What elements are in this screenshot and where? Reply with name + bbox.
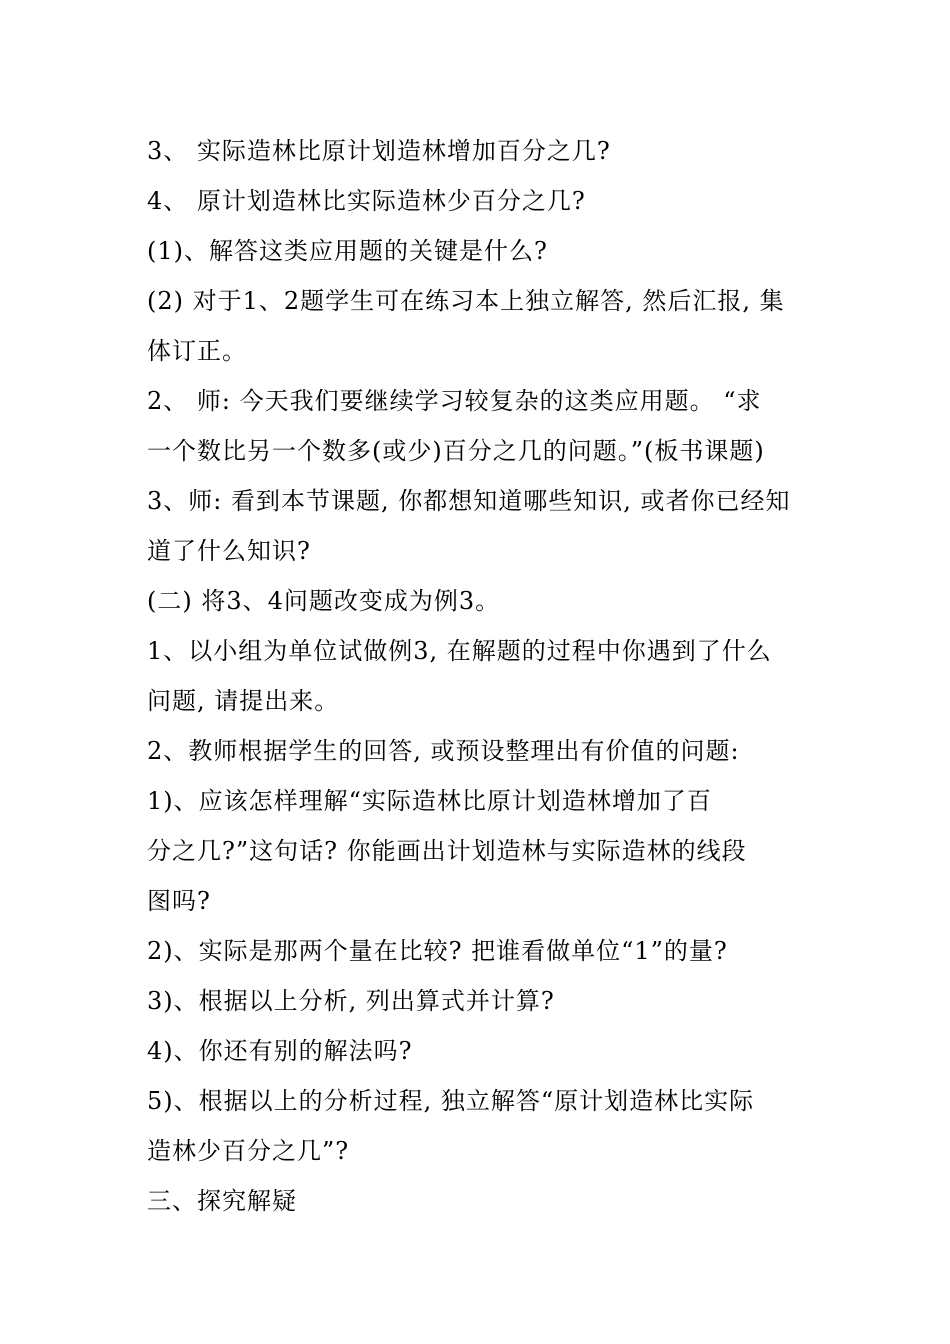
text-line: 问题, 请提出来。 xyxy=(147,687,340,715)
text-line: 2)、实际是那两个量在比较? 把谁看做单位“1”的量? xyxy=(147,937,728,965)
text-line: 4)、你还有别的解法吗? xyxy=(147,1037,413,1065)
text-line: 道了什么知识? xyxy=(147,537,311,565)
text-line: (1)、解答这类应用题的关键是什么? xyxy=(147,237,548,265)
text-line: 3)、根据以上分析, 列出算式并计算? xyxy=(147,987,555,1015)
text-line: 图吗? xyxy=(147,887,211,915)
text-line: 3、 实际造林比原计划造林增加百分之几? xyxy=(147,137,611,165)
text-line: 1)、应该怎样理解“实际造林比原计划造林增加了百 xyxy=(147,787,712,815)
section-heading: 三、探究解疑 xyxy=(147,1187,297,1215)
text-line: 1、以小组为单位试做例3, 在解题的过程中你遇到了什么 xyxy=(147,637,772,665)
text-line: 分之几?”这句话? 你能画出计划造林与实际造林的线段 xyxy=(147,837,747,865)
text-line: 2、 师: 今天我们要继续学习较复杂的这类应用题。 “求 xyxy=(147,387,762,415)
text-line: 体订正。 xyxy=(147,337,247,365)
text-line: 5)、根据以上的分析过程, 独立解答“原计划造林比实际 xyxy=(147,1087,755,1115)
text-line: (二) 将3、4问题改变成为例3。 xyxy=(147,587,501,615)
text-line: (2) 对于1、2题学生可在练习本上独立解答, 然后汇报, 集 xyxy=(147,287,785,315)
text-line: 一个数比另一个数多(或少)百分之几的问题。”(板书课题) xyxy=(147,437,765,465)
text-line: 3、师: 看到本节课题, 你都想知道哪些知识, 或者你已经知 xyxy=(147,487,791,515)
text-line: 造林少百分之几”? xyxy=(147,1137,350,1165)
text-line: 4、 原计划造林比实际造林少百分之几? xyxy=(147,187,586,215)
text-line: 2、教师根据学生的回答, 或预设整理出有价值的问题: xyxy=(147,737,740,765)
